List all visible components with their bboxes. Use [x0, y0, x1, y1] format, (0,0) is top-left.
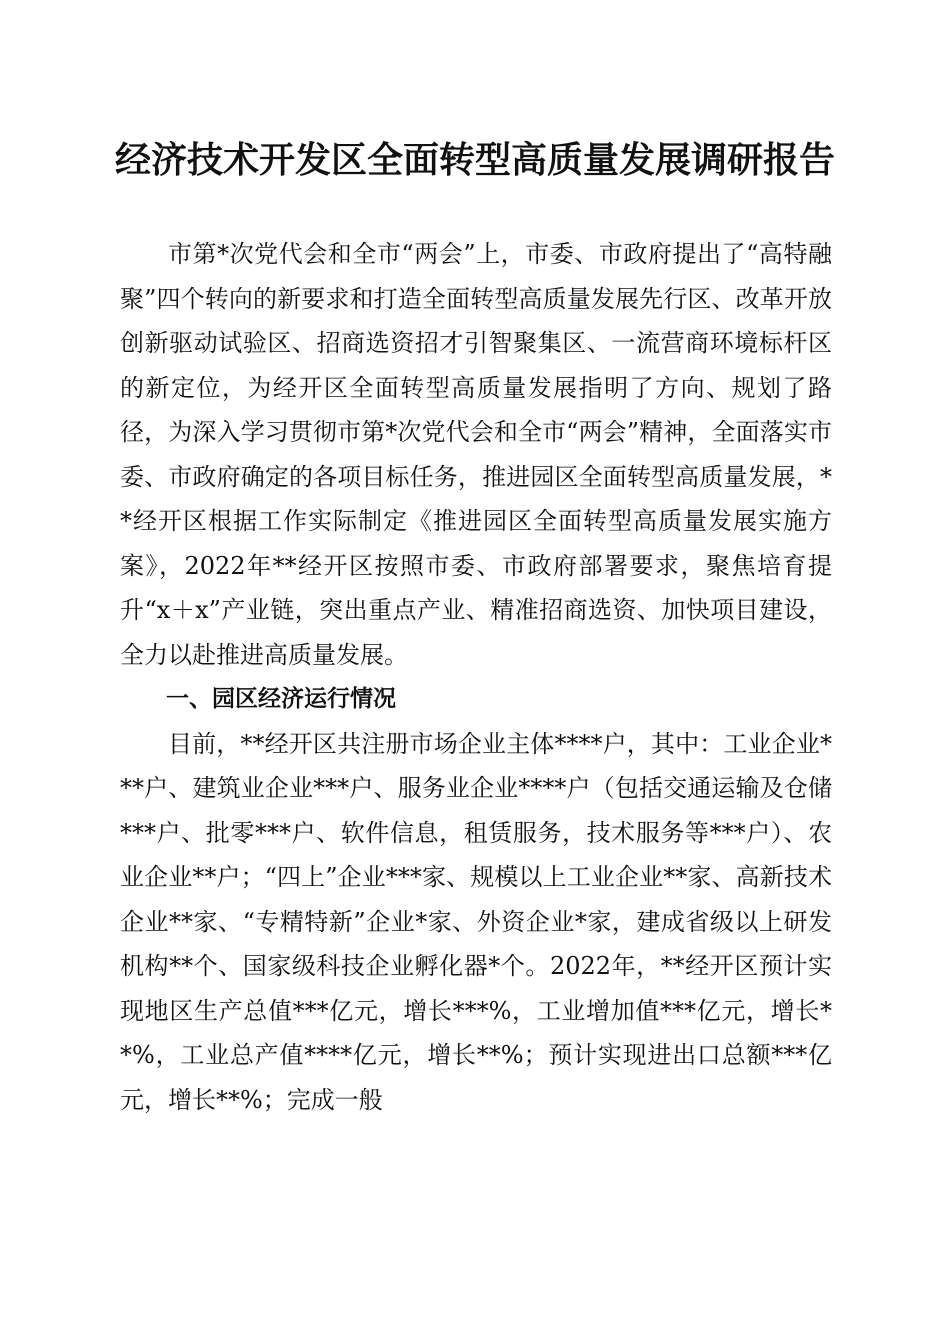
document-title: 经济技术开发区全面转型高质量发展调研报告: [114, 139, 835, 181]
section-paragraph: 目前，**经开区共注册市场企业主体****户，其中：工业企业***户、建筑业企业***户、服务业企业****户（包括交通运输及仓储***户、批零***户、软件信息，租赁服务，技术服务等***户）、农业企业**户；“四上”企业***家、规模以上工业企业**家、高新技术企业**家、“专精特新”企业*家、外资企业*家，建成省级以上研发机构**个、国家级科技企业孵化器*个。2022年，**经开区预计实现地区生产总值***亿元，增长***%，工业增加值***亿元，增长**%，工业总产值****亿元，增长**%；预计实现进出口总额***亿元，增长**%；完成一般: [120, 729, 832, 1114]
document-body: [120, 232, 832, 1122]
section-heading: 一、园区经济运行情况: [166, 686, 396, 712]
intro-paragraph: 市第*次党代会和全市“两会”上，市委、市政府提出了“高特融聚”四个转向的新要求和打造全面转型高质量发展先行区、改革开放创新驱动试验区、招商选资招才引智聚集区、一流营商环境标杆区的新定位，为经开区全面转型高质量发展指明了方向、规划了路径，为深入学习贯彻市第*次党代会和全市“两会”精神，全面落实市委、市政府确定的各项目标任务，推进园区全面转型高质量发展，**经开区根据工作实际制定《推进园区全面转型高质量发展实施方案》，2022年**经开区按照市委、市政府部署要求，聚焦培育提升“x＋x”产业链，突出重点产业、精准招商选资、加快项目建设，全力以赴推进高质量发展。: [120, 240, 832, 669]
